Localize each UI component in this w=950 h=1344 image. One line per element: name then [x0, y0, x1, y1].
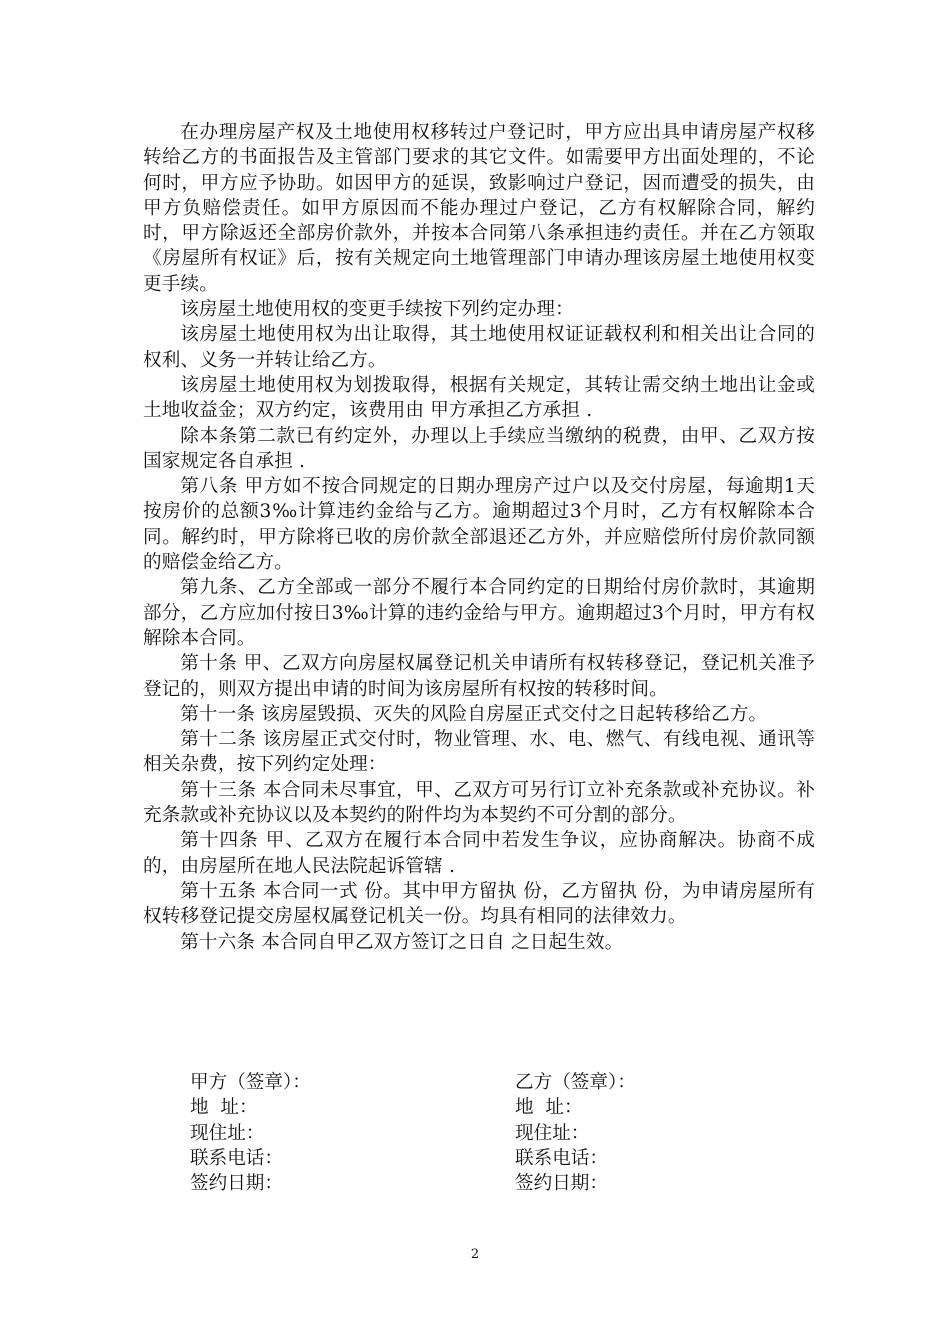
party-a-current-address-label: 现住址： [190, 1122, 265, 1144]
party-b-date-label: 签约日期： [515, 1173, 608, 1195]
party-b-address-label: 地 址： [515, 1097, 583, 1119]
signature-row-date [190, 1171, 710, 1196]
paragraph-article-14: 第十四条 甲、乙双方在履行本合同中若发生争议，应协商解决。协商不成的，由房屋所在地人民法院起诉管辖 . [143, 830, 815, 877]
paragraph-article-11: 第十一条 该房屋毁损、灭失的风险自房屋正式交付之日起转移给乙方。 [180, 703, 768, 725]
party-a-date-label: 签约日期： [190, 1173, 283, 1195]
party-a-seal-label: 甲方（签章）： [190, 1072, 311, 1093]
paragraph-article-10: 第十条 甲、乙双方向房屋权属登记机关申请所有权转移登记，登记机关准予登记的，则双方提出申请的时间为该房屋所有权按的转移时间。 [143, 653, 815, 700]
party-b-current-address-label: 现住址： [515, 1122, 590, 1144]
paragraph-article-9: 第九条、乙方全部或一部分不履行本合同约定的日期给付房价款时，其逾期部分，乙方应加付按日3‰计算的违约金给与甲方。逾期超过3个月时，甲方有权解除本合同。 [143, 577, 815, 649]
signature-row-address [190, 1095, 710, 1120]
signature-row-current-address [190, 1121, 710, 1146]
party-b-seal-label: 乙方（签章）： [515, 1072, 636, 1093]
party-b-phone-label: 联系电话： [515, 1147, 608, 1169]
paragraph-article-12: 第十二条 该房屋正式交付时，物业管理、水、电、燃气、有线电视、通讯等相关杂费，按下列约定处理： [143, 729, 815, 776]
signature-row-phone [190, 1146, 710, 1171]
paragraph-article-13: 第十三条 本合同未尽事宜，甲、乙双方可另行订立补充条款或补充协议。补充条款或补充协议以及本契约的附件均为本契约不可分割的部分。 [143, 779, 815, 827]
paragraph-land-use-granted: 该房屋土地使用权为出让取得，其土地使用权证证载权利和相关出让合同的权利、义务一并转让给乙方。 [143, 324, 815, 371]
party-a-phone-label: 联系电话： [190, 1147, 283, 1169]
paragraph-transfer-registration: 在办理房屋产权及土地使用权移转过户登记时，甲方应出具申请房屋产权移转给乙方的书面报告及主管部门要求的其它文件。如需要甲方出面处理的，不论何时，甲方应予协助。如因甲方的延误，致影响过户登记，因而遭受的损失，由甲方负赔偿责任。如甲方原因而不能办理过户登记，乙方有权解除合同，解约时，甲方除返还全部房价款外，并按本合同第八条承担违约责任。并在乙方领取《房屋所有权证》后，按有关规定向土地管理部门申请办理该房屋土地使用权变更手续。 [143, 122, 815, 295]
signature-row-seal [190, 1070, 710, 1095]
paragraph-land-use-change: 该房屋土地使用权的变更手续按下列约定办理： [180, 299, 574, 321]
paragraph-article-8: 第八条 甲方如不按合同规定的日期办理房产过户以及交付房屋，每逾期1天按房价的总额3‰计算违约金给与乙方。逾期超过3个月时，乙方有权解除本合同。解约时，甲方除将已收的房价款全部退还乙方外，并应赔偿所付房价款同额的赔偿金给乙方。 [143, 476, 815, 574]
paragraph-land-use-allocated: 该房屋土地使用权为划拨取得，根据有关规定，其转让需交纳土地出让金或土地收益金；双方约定，该费用由 甲方承担乙方承担 . [143, 374, 815, 422]
signature-block [190, 1070, 710, 1196]
paragraph-article-15: 第十五条 本合同一式 份。其中甲方留执 份，乙方留执 份，为申请房屋所有权转移登记提交房屋权属登记机关一份。均具有相同的法律效力。 [143, 880, 815, 928]
page-number: 2 [470, 1247, 480, 1262]
party-a-address-label: 地 址： [190, 1097, 258, 1119]
paragraph-article-16: 第十六条 本合同自甲乙双方签订之日自 之日起生效。 [180, 931, 624, 953]
paragraph-taxes: 除本条第二款已有约定外，办理以上手续应当缴纳的税费，由甲、乙双方按国家规定各自承担 . [143, 425, 815, 472]
contract-body [143, 120, 815, 955]
